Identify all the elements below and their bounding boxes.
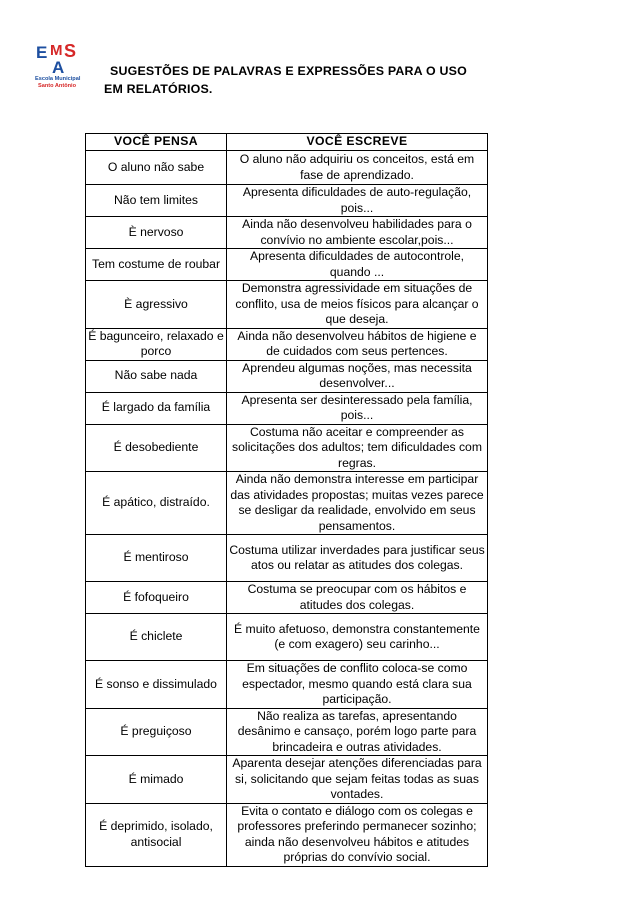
table-row (86, 708, 488, 756)
cell-pensa: É largado da família (86, 392, 227, 424)
logo-letter-m: M (50, 42, 63, 59)
logo-letter-s: S (64, 41, 77, 61)
cell-escreve: Costuma se preocupar com os hábitos e atitudes dos colegas. (227, 582, 488, 614)
cell-pensa: É mimado (86, 756, 227, 804)
school-logo (34, 40, 94, 90)
cell-pensa: Tem costume de roubar (86, 249, 227, 281)
cell-pensa: Não tem limites (86, 185, 227, 217)
cell-escreve: Aprendeu algumas noções, mas necessita desenvolver... (227, 360, 488, 392)
cell-escreve: Costuma utilizar inverdades para justificar seus atos ou relatar as atitudes dos colegas. (227, 535, 488, 582)
table-row (86, 328, 488, 360)
cell-escreve: Demonstra agressividade em situações de conflito, usa de meios físicos para alcançar o que deseja. (227, 281, 488, 329)
logo-letter-a: A (52, 58, 65, 77)
cell-escreve: Apresenta dificuldades de auto-regulação, pois... (227, 185, 488, 217)
cell-escreve: Em situações de conflito coloca-se como espectador, mesmo quando está clara sua participação. (227, 661, 488, 709)
table-row (86, 614, 488, 661)
table-row (86, 803, 488, 866)
table-row (86, 249, 488, 281)
title-line-1: SUGESTÕES DE PALAVRAS E EXPRESSÕES PARA O USO (110, 64, 467, 78)
cell-escreve: Apresenta dificuldades de autocontrole, quando ... (227, 249, 488, 281)
cell-pensa: È agressivo (86, 281, 227, 329)
cell-pensa: Não sabe nada (86, 360, 227, 392)
expressions-table (85, 133, 488, 867)
header-voce-escreve: VOCÊ ESCREVE (227, 134, 488, 151)
title-line-2: EM RELATÓRIOS. (104, 82, 213, 96)
cell-pensa: É sonso e dissimulado (86, 661, 227, 709)
table-row (86, 424, 488, 472)
table-row (86, 151, 488, 185)
school-logo-graphic (34, 40, 94, 90)
cell-escreve: Aparenta desejar atenções diferenciadas para si, solicitando que sejam feitas todas as suas vontades. (227, 756, 488, 804)
table-row (86, 582, 488, 614)
cell-escreve: Ainda não demonstra interesse em participar das atividades propostas; muitas vezes parece se desligar da realidade, envolvido em seus pensamentos. (227, 472, 488, 535)
cell-pensa: É desobediente (86, 424, 227, 472)
cell-pensa: È nervoso (86, 217, 227, 249)
table-row (86, 756, 488, 804)
cell-escreve: Apresenta ser desinteressado pela família, pois... (227, 392, 488, 424)
table-row (86, 281, 488, 329)
cell-escreve: Ainda não desenvolveu habilidades para o convívio no ambiente escolar,pois... (227, 217, 488, 249)
cell-pensa: É bagunceiro, relaxado e porco (86, 328, 227, 360)
cell-pensa: É apático, distraído. (86, 472, 227, 535)
table-row (86, 661, 488, 709)
cell-escreve: Ainda não desenvolveu hábitos de higiene e de cuidados com seus pertences. (227, 328, 488, 360)
cell-escreve: Não realiza as tarefas, apresentando desânimo e cansaço, porém logo parte para brincadeira e outras atividades. (227, 708, 488, 756)
table-row (86, 185, 488, 217)
cell-pensa: É chiclete (86, 614, 227, 661)
logo-line1: Escola Municipal (35, 76, 81, 82)
cell-escreve: É muito afetuoso, demonstra constantemente (e com exagero) seu carinho... (227, 614, 488, 661)
cell-pensa: O aluno não sabe (86, 151, 227, 185)
table-row (86, 360, 488, 392)
header-voce-pensa: VOCÊ PENSA (86, 134, 227, 151)
cell-pensa: É mentiroso (86, 535, 227, 582)
cell-pensa: É deprimido, isolado, antisocial (86, 803, 227, 866)
cell-pensa: É fofoqueiro (86, 582, 227, 614)
logo-letter-e: E (36, 43, 48, 62)
table-header-row (86, 134, 488, 151)
table-row (86, 217, 488, 249)
cell-pensa: É preguiçoso (86, 708, 227, 756)
document-title (104, 62, 544, 98)
cell-escreve: Costuma não aceitar e compreender as solicitações dos adultos; tem dificuldades com regras. (227, 424, 488, 472)
table-row (86, 472, 488, 535)
cell-escreve: Evita o contato e diálogo com os colegas e professores preferindo permanecer sozinho; ainda não desenvolveu hábitos e atitudes próprias do convívio social. (227, 803, 488, 866)
table-row (86, 535, 488, 582)
table-row (86, 392, 488, 424)
cell-escreve: O aluno não adquiriu os conceitos, está em fase de aprendizado. (227, 151, 488, 185)
logo-line2: Santo Antônio (38, 83, 77, 89)
